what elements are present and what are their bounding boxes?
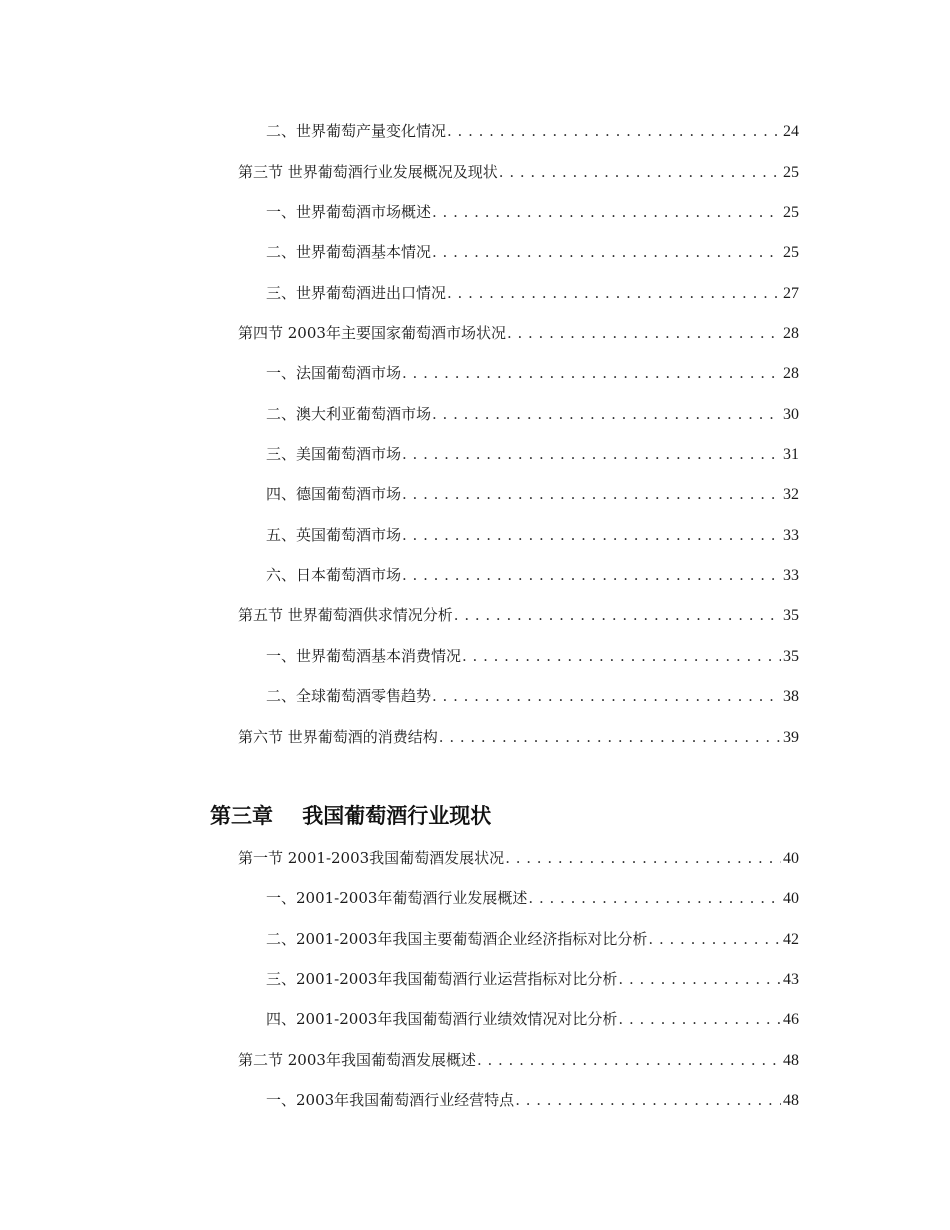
toc-entry-page: 31: [783, 446, 799, 463]
toc-entry[interactable]: [266, 685, 799, 707]
toc-entry-page: 28: [783, 365, 799, 382]
toc-leader-dots: [402, 362, 781, 384]
toc-entry-title: 第六节 世界葡萄酒的消费结构: [238, 728, 438, 746]
toc-entry-page: 25: [783, 244, 799, 261]
toc-leader-dots: [648, 928, 781, 950]
toc-entry-title: 四、德国葡萄酒市场: [266, 485, 402, 503]
toc-entry[interactable]: [266, 282, 799, 304]
chapter-heading[interactable]: 第三章 我国葡萄酒行业现状: [210, 804, 492, 828]
toc-leader-dots: [432, 201, 781, 223]
toc-entry-page: 25: [783, 204, 799, 221]
toc-leader-dots: [402, 524, 781, 546]
toc-entry-title: 第三节 世界葡萄酒行业发展概况及现状: [238, 163, 498, 181]
toc-leader-dots: [447, 120, 781, 142]
toc-entry[interactable]: [266, 362, 799, 384]
toc-entry[interactable]: [266, 120, 799, 142]
toc-leader-dots: [432, 403, 781, 425]
toc-entry-page: 27: [783, 285, 799, 302]
toc-entry-title: 第一节 2001-2003我国葡萄酒发展状况: [238, 849, 505, 867]
toc-leader-dots: [528, 887, 781, 909]
toc-entry-page: 28: [783, 325, 799, 342]
toc-leader-dots: [515, 1089, 781, 1111]
toc-entry[interactable]: [238, 161, 799, 183]
toc-entry-title: 二、全球葡萄酒零售趋势: [266, 687, 432, 705]
toc-entry-title: 一、法国葡萄酒市场: [266, 364, 402, 382]
toc-entry-page: 39: [783, 729, 799, 746]
toc-entry-title: 五、英国葡萄酒市场: [266, 526, 402, 544]
toc-leader-dots: [402, 483, 781, 505]
toc-entry-title: 第五节 世界葡萄酒供求情况分析: [238, 606, 453, 624]
toc-entry-page: 40: [783, 890, 799, 907]
toc-leader-dots: [462, 645, 781, 667]
toc-leader-dots: [507, 322, 781, 344]
toc-entry-title: 三、美国葡萄酒市场: [266, 445, 402, 463]
toc-entry-title: 二、世界葡萄产量变化情况: [266, 122, 447, 140]
toc-entry[interactable]: [238, 322, 799, 344]
toc-entry-page: 46: [783, 1011, 799, 1028]
toc-entry-title: 二、2001-2003年我国主要葡萄酒企业经济指标对比分析: [266, 930, 648, 948]
toc-entry-page: 48: [783, 1052, 799, 1069]
toc-entry[interactable]: [238, 1049, 799, 1071]
toc-leader-dots: [432, 241, 781, 263]
toc-leader-dots: [402, 564, 781, 586]
toc-entry-page: 24: [783, 123, 799, 140]
toc-entry[interactable]: [238, 726, 799, 748]
toc-entry[interactable]: [266, 403, 799, 425]
toc-entry[interactable]: [238, 604, 799, 626]
toc-entry-page: 25: [783, 164, 799, 181]
toc-entry[interactable]: [266, 201, 799, 223]
toc-leader-dots: [477, 1049, 781, 1071]
toc-leader-dots: [454, 604, 781, 626]
toc-entry-title: 四、2001-2003年我国葡萄酒行业绩效情况对比分析: [266, 1010, 618, 1028]
toc-entry-page: 33: [783, 527, 799, 544]
toc-entry[interactable]: [266, 968, 799, 990]
toc-leader-dots: [402, 443, 781, 465]
toc-entry[interactable]: [266, 564, 799, 586]
toc-entry[interactable]: [266, 1008, 799, 1030]
toc-entry-page: 30: [783, 406, 799, 423]
toc-entry[interactable]: [266, 1089, 799, 1111]
toc-entry-title: 三、世界葡萄酒进出口情况: [266, 284, 447, 302]
toc-entry-title: 第二节 2003年我国葡萄酒发展概述: [238, 1051, 476, 1069]
toc-entry-title: 一、世界葡萄酒基本消费情况: [266, 647, 462, 665]
toc-entry-title: 二、澳大利亚葡萄酒市场: [266, 405, 432, 423]
toc-entry-title: 三、2001-2003年我国葡萄酒行业运营指标对比分析: [266, 970, 618, 988]
toc-entry[interactable]: [266, 483, 799, 505]
toc-entry-page: 42: [783, 931, 799, 948]
toc-entry-page: 38: [783, 688, 799, 705]
toc-entry-page: 35: [783, 648, 799, 665]
toc-entry-page: 33: [783, 567, 799, 584]
toc-entry-title: 一、2003年我国葡萄酒行业经营特点: [266, 1091, 515, 1109]
toc-leader-dots: [499, 161, 781, 183]
toc-entry[interactable]: [266, 241, 799, 263]
toc-leader-dots: [447, 282, 781, 304]
toc-leader-dots: [439, 726, 781, 748]
toc-leader-dots: [432, 685, 781, 707]
toc-entry[interactable]: [266, 524, 799, 546]
toc-entry[interactable]: [266, 928, 799, 950]
toc-entry-title: 第四节 2003年主要国家葡萄酒市场状况: [238, 324, 506, 342]
toc-entry-page: 35: [783, 607, 799, 624]
toc-entry-page: 40: [783, 850, 799, 867]
toc-entry-title: 二、世界葡萄酒基本情况: [266, 243, 432, 261]
toc-entry[interactable]: [238, 847, 799, 869]
toc-leader-dots: [505, 847, 781, 869]
toc-leader-dots: [618, 968, 781, 990]
toc-entry-page: 48: [783, 1092, 799, 1109]
toc-entry[interactable]: [266, 887, 799, 909]
toc-leader-dots: [618, 1008, 781, 1030]
toc-entry-page: 43: [783, 971, 799, 988]
toc-entry[interactable]: [266, 645, 799, 667]
toc-entry-title: 一、2001-2003年葡萄酒行业发展概述: [266, 889, 528, 907]
toc-entry[interactable]: [266, 443, 799, 465]
toc-entry-title: 一、世界葡萄酒市场概述: [266, 203, 432, 221]
toc-entry-page: 32: [783, 486, 799, 503]
toc-entry-title: 六、日本葡萄酒市场: [266, 566, 402, 584]
